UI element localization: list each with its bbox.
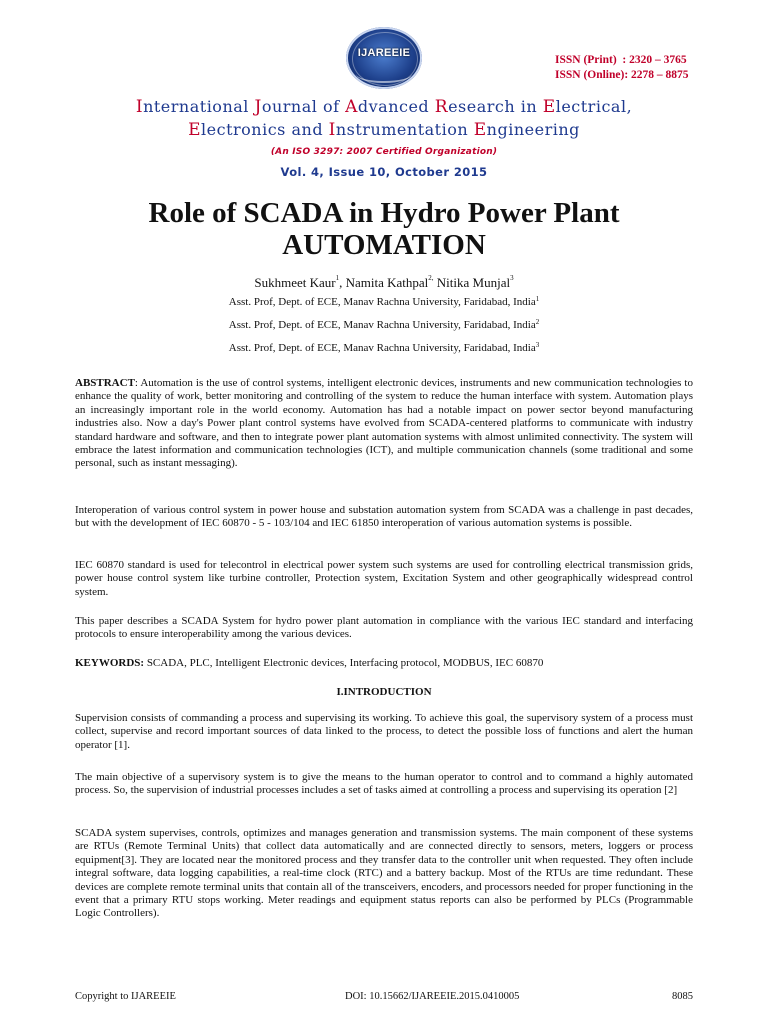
iso-certification: (An ISO 3297: 2007 Certified Organization) <box>270 147 498 157</box>
page-number: 8085 <box>672 991 693 1002</box>
body-paragraph: IEC 60870 standard is used for telecontrol in electrical power system such systems are used for controlling electrical transmission grids, power house control system like turbine controller, Protection system, Excitation System and other geographically widespread control system. <box>75 559 693 598</box>
affiliation: Asst. Prof, Dept. of ECE, Manav Rachna University, Faridabad, India$^1$ <box>228 295 540 308</box>
author-name: Namita Kathpal <box>345 275 429 290</box>
body-paragraph: Supervision consists of commanding a process and supervising its working. To achieve this goal, the supervisory system of a process must collect, supervise and record important sources of data linked to the process, to detect the possible loss of functions and alert the human operator [1]. <box>75 712 693 751</box>
logo-arc <box>356 65 412 83</box>
body-paragraph: Interoperation of various control system in power house and substation automation system from SCADA was a challenge in past decades, but with the development of IEC 60870 - 5 - 103/104 and IEC 61850 interoperation of various automation systems is possible. <box>75 504 693 530</box>
journal-name-line2: Electronics and Instrumentation Engineering <box>188 120 580 140</box>
author-name: Nitika Munjal <box>436 275 511 290</box>
keywords-label: KEYWORDS: <box>75 657 145 669</box>
issn-print: ISSN (Print) : 2320 – 3765 <box>555 54 687 66</box>
journal-logo <box>346 27 422 89</box>
author-name: Sukhmeet Kaur <box>254 275 336 290</box>
logo-text: IJAREEIE <box>357 47 411 59</box>
footer-copyright: Copyright to IJAREEIE <box>75 991 176 1002</box>
affiliation: Asst. Prof, Dept. of ECE, Manav Rachna University, Faridabad, India$^2$ <box>228 318 540 331</box>
issn-online: ISSN (Online): 2278 – 8875 <box>555 69 689 81</box>
volume-issue: Vol. 4, Issue 10, October 2015 <box>280 165 488 179</box>
body-paragraph: SCADA system supervises, controls, optimizes and manages generation and transmission systems. The main component of these systems are RTUs (Remote Terminal Units) that collect data automatically and are connected directly to sensors, meters, loggers or process equipment[3]. They are located near the monitored process and they transfer data to the controller unit when requested. They often include integral software, data logging capabilities, a real-time clock (RTC) and a battery backup. Most of the RTUs are time redundant. These devices are complete remote terminal units that contain all of the transceivers, encoders, and processors needed for proper functioning in the event that a primary RTU stops working. Meter readings and equipment status reports can also be performed by PLCs (Programmable Logic Controllers). <box>75 827 693 920</box>
section-heading: I.INTRODUCTION <box>336 686 432 698</box>
body-paragraph: This paper describes a SCADA System for hydro power plant automation in compliance with the various IEC standard and interfacing protocols to ensure interoperability among the various devices. <box>75 615 693 641</box>
abstract-paragraph: ABSTRACT: Automation is the use of control systems, intelligent electronic devices, instruments and new communication technologies to enhance the quality of work, better monitoring and controlling of the system to reduce the human interface with system. Automation plays an increasingly important role in the world economy. Automation has had a notable impact on power sector beyond manufacturing industries also. Now a day's Power plant control systems have evolved from SCADA-centered platforms to communicate with industry standard hardware and software, and then to integrate power plant automation systems with almost unlimited connectivity. The system will embrace the latest information and communication technologies (ICT), and multiple communication channels (some traditional and some personal, such as instant messaging). <box>75 377 693 470</box>
journal-name-line1: International Journal of Advanced Research in Electrical, <box>135 97 633 117</box>
keywords-line: KEYWORDS: SCADA, PLC, Intelligent Electronic devices, Interfacing protocol, MODBUS, IEC 60870 <box>75 657 544 669</box>
author-list: Sukhmeet Kaur$^1$, Namita Kathpal$^{2,}$ Nitika Munjal$^3$ <box>254 274 514 290</box>
paper-title-line2: AUTOMATION <box>282 229 486 261</box>
body-paragraph: The main objective of a supervisory system is to give the means to the human operator to control and to command a highly automated process. So, the supervision of industrial processes includes a set of tasks aimed at controlling a process and supervising its operation [2] <box>75 771 693 797</box>
affiliation: Asst. Prof, Dept. of ECE, Manav Rachna University, Faridabad, India$^3$ <box>228 341 540 354</box>
footer-doi: DOI: 10.15662/IJAREEIE.2015.0410005 <box>345 991 520 1002</box>
paper-title-line1: Role of SCADA in Hydro Power Plant <box>148 197 620 229</box>
abstract-label: ABSTRACT <box>75 377 135 389</box>
